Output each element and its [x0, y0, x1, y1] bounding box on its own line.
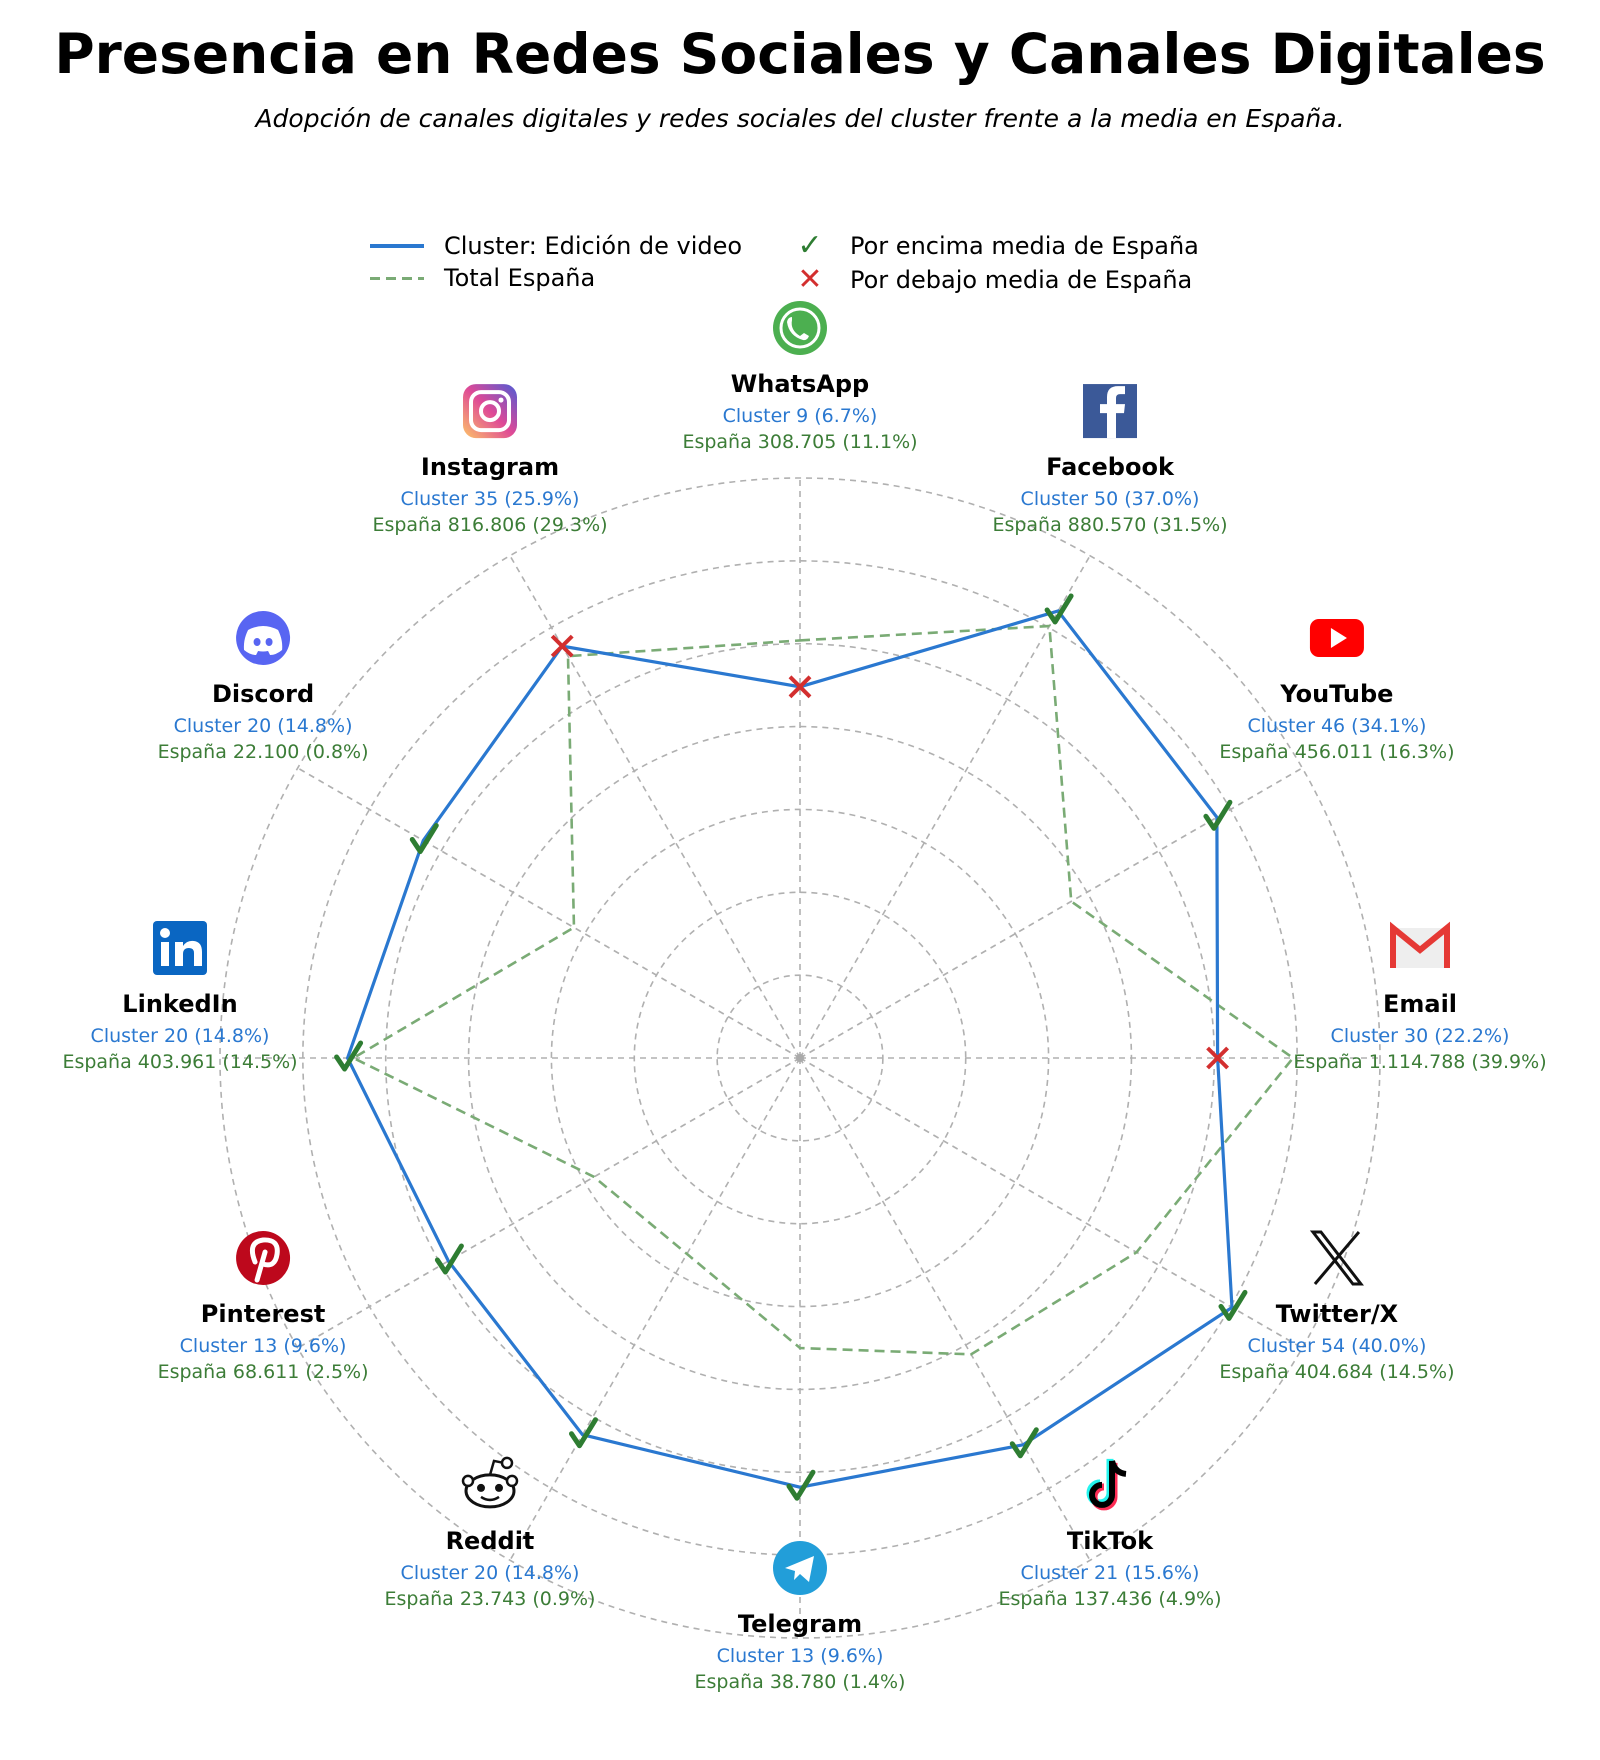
icon-shape: [499, 398, 504, 403]
pinterest-icon: [236, 1231, 290, 1285]
axis-label-spain: España 137.436 (4.9%): [998, 1587, 1222, 1610]
cluster-series-line: [348, 611, 1232, 1487]
check-icon: ✓: [797, 228, 823, 263]
radar-center: [796, 1054, 804, 1062]
axis-label-cluster: Cluster 20 (14.8%): [90, 1025, 270, 1047]
axis-label-facebook: [992, 384, 1227, 536]
icon-shape: [477, 1484, 485, 1492]
icon-shape: [160, 928, 170, 938]
axis-label-cluster: Cluster 13 (9.6%): [179, 1335, 347, 1357]
cross-icon: ✕: [797, 262, 823, 297]
axis-label-cluster: Cluster 54 (40.0%): [1247, 1335, 1427, 1357]
axis-label-email: [1293, 928, 1546, 1073]
axis-label-twitterx: [1219, 1232, 1454, 1383]
whatsapp-icon: [773, 301, 827, 355]
linkedin-icon: [153, 921, 207, 975]
axis-label-cluster: Cluster 46 (34.1%): [1247, 715, 1427, 737]
axis-label-name: YouTube: [1280, 680, 1394, 708]
axis-label-spain: España 456.011 (16.3%): [1219, 741, 1455, 763]
axis-label-name: WhatsApp: [730, 370, 870, 398]
axis-label-cluster: Cluster 13 (9.6%): [716, 1645, 884, 1667]
axis-label-spain: España 23.743 (0.9%): [384, 1587, 596, 1610]
grid-spoke: [510, 1058, 800, 1560]
axis-label-cluster: Cluster 21 (15.6%): [1020, 1561, 1200, 1584]
axis-label-spain: España 816.806 (29.3%): [372, 514, 608, 537]
axis-label-spain: España 403.961 (14.5%): [62, 1051, 298, 1073]
axis-label-whatsapp: [682, 301, 917, 453]
axis-label-spain: España 308.705 (11.1%): [682, 431, 918, 453]
reddit-icon: [463, 1458, 517, 1507]
axis-label-tiktok: [998, 1459, 1221, 1610]
icon-shape: [463, 1476, 473, 1486]
youtube-icon: [1310, 619, 1364, 657]
email-icon: [1393, 928, 1447, 968]
axis-label-name: Instagram: [420, 453, 560, 482]
legend-label-above: Por encima media de España: [850, 231, 1199, 260]
icon-shape: [507, 1476, 517, 1486]
axis-label-spain: España 38.780 (1.4%): [694, 1671, 906, 1693]
axis-label-name: Pinterest: [200, 1300, 326, 1328]
facebook-icon: [1083, 384, 1137, 438]
icon-shape: [502, 1458, 512, 1468]
axis-label-cluster: Cluster 20 (14.8%): [173, 715, 353, 737]
axis-label-cluster: Cluster 50 (37.0%): [1020, 488, 1200, 511]
axis-label-reddit: [385, 1458, 596, 1610]
icon-shape: [161, 942, 169, 966]
axis-label-name: TikTok: [1066, 1526, 1154, 1555]
axis-label-name: Reddit: [445, 1526, 535, 1555]
axis-label-youtube: [1219, 619, 1454, 763]
axis-label-cluster: Cluster 30 (22.2%): [1330, 1025, 1510, 1047]
axis-label-name: Email: [1382, 990, 1458, 1018]
axis-label-telegram: [695, 1541, 906, 1693]
above-marker: [437, 1246, 461, 1272]
axis-label-cluster: Cluster 20 (14.8%): [400, 1561, 580, 1584]
radar-grid: [220, 478, 1380, 1638]
icon-shape: [495, 1484, 503, 1492]
axis-label-name: Twitter/X: [1275, 1300, 1399, 1328]
axis-label-cluster: Cluster 35 (25.9%): [400, 488, 580, 511]
chart-title: Presencia en Redes Sociales y Canales Digitales: [54, 22, 1546, 86]
axis-label-name: Facebook: [1046, 453, 1174, 482]
axis-label-instagram: [372, 384, 607, 536]
axis-label-spain: España 880.570 (31.5%): [992, 514, 1228, 537]
discord-icon: [236, 611, 290, 665]
axis-label-name: Telegram: [737, 1610, 863, 1638]
axis-label-spain: España 22.100 (0.8%): [157, 741, 369, 763]
axis-label-spain: España 68.611 (2.5%): [157, 1361, 369, 1383]
legend-label-below: Por debajo media de España: [850, 265, 1193, 294]
grid-spoke: [510, 556, 800, 1058]
chart-subtitle: Adopción de canales digitales y redes sociales del cluster frente a la media en España.: [255, 104, 1345, 133]
icon-shape: [266, 638, 273, 646]
telegram-icon: [773, 1541, 827, 1595]
instagram-icon: [463, 384, 517, 438]
grid-spoke: [298, 768, 800, 1058]
axis-label-cluster: Cluster 9 (6.7%): [722, 405, 878, 427]
icon-shape: [254, 638, 261, 646]
grid-spoke: [298, 1058, 800, 1348]
icon-shape: [244, 626, 282, 655]
axis-label-spain: España 404.684 (14.5%): [1219, 1361, 1455, 1383]
axis-label-linkedin: [62, 921, 297, 1073]
axis-label-spain: España 1.114.788 (39.9%): [1293, 1051, 1547, 1073]
axis-label-discord: [158, 611, 369, 763]
axis-label-name: Discord: [211, 680, 315, 708]
legend-label-spain: Total España: [444, 264, 596, 292]
axis-label-pinterest: [158, 1231, 369, 1383]
axis-label-name: LinkedIn: [122, 990, 238, 1018]
legend-label-cluster: Cluster: Edición de video: [444, 232, 743, 260]
tiktok-icon: [1090, 1459, 1126, 1507]
